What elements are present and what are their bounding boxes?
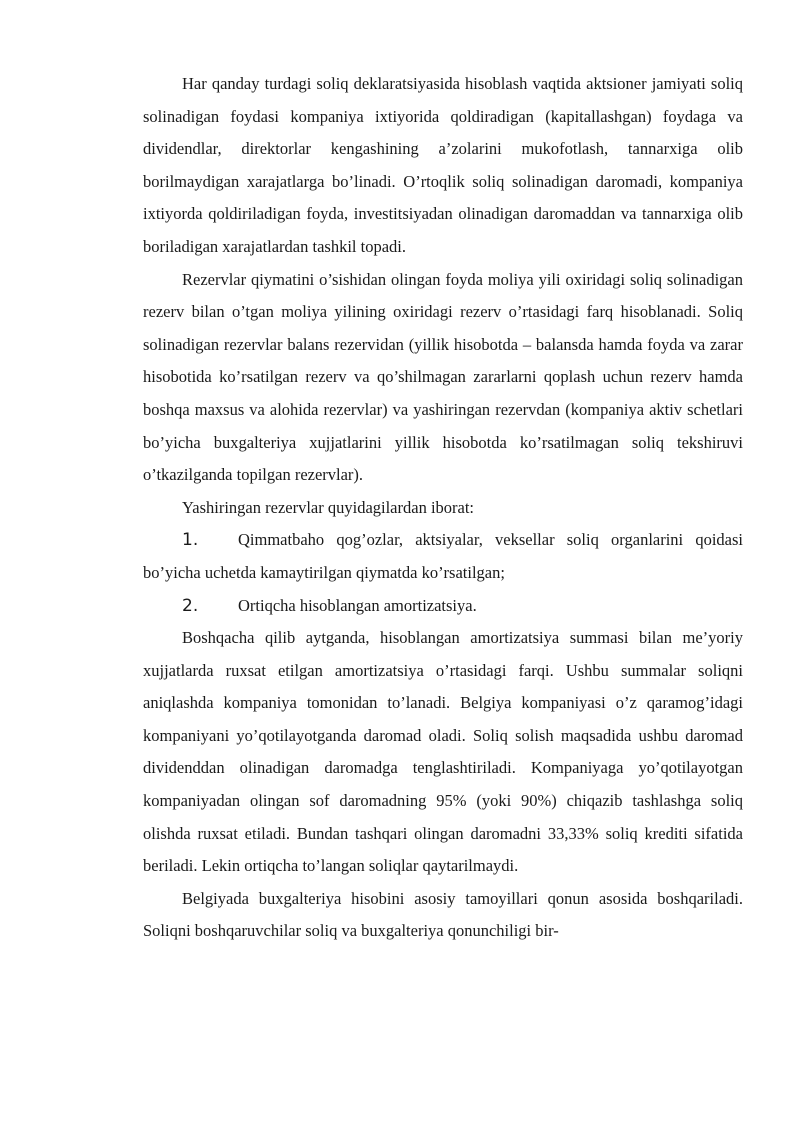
list-item-text: Qimmatbaho qog’ozlar, aktsiyalar, veksellar soliq organlarini qoidasi bo’yicha uchetda kamaytirilgan qiymatda ko’rsatilgan; <box>143 530 743 582</box>
list-item <box>143 590 743 623</box>
list-item <box>143 524 743 589</box>
list-item-number: 2. <box>182 595 199 616</box>
paragraph: Boshqacha qilib aytganda, hisoblangan amortizatsiya summasi bilan me’yoriy xujjatlarda ruxsat etilgan amortizatsiya o’rtasidagi farqi. Ushbu summalar soliqni aniqlashda kompaniya tomonidan to’lanadi. Belgiya kompaniyasi o’z qaramog’idagi kompaniyani yo’qotilayotganda daromad oladi. Soliq solish maqsadida ushbu daromad dividenddan olinadigan daromadga tenglashtiriladi. Kompaniyaga yo’qotilayotgan kompaniyadan olingan sof daromadning 95% (yoki 90%) chiqazib tashlashga soliq olishda ruxsat etiladi. Bundan tashqari olingan daromadni 33,33% soliq krediti sifatida beriladi. Lekin ortiqcha to’langan soliqlar qaytarilmaydi. <box>143 628 743 876</box>
paragraph: Rezervlar qiymatini o’sishidan olingan foyda moliya yili oxiridagi soliq solinadigan rezerv bilan o’tgan moliya yilining oxiridagi rezerv o’rtasidagi farq hisoblanadi. Soliq solinadigan rezervlar balans rezervidan (yillik hisobotda – balansda hamda foyda va zarar hisobotida ko’rsatilgan rezerv va qo’shilmagan zararlarni qoplash uchun rezerv hamda boshqa maxsus va alohida rezervlar) va yashiringan rezervdan (kompaniya aktiv schetlari bo’yicha buxgalteriya xujjatlarini yillik hisobotda ko’rsatilmagan soliq tekshiruvi o’tkazilganda topilgan rezervlar). <box>143 269 743 485</box>
list-item-number: 1. <box>182 530 199 551</box>
paragraph: Belgiyada buxgalteriya hisobini asosiy tamoyillari qonun asosida boshqariladi. Soliqni boshqaruvchilar soliq va buxgalteriya qonunchiligi bir- <box>143 888 743 941</box>
paragraph: Har qanday turdagi soliq deklaratsiyasida hisoblash vaqtida aktsioner jamiyati soliq solinadigan foydasi kompaniya ixtiyorida qoldiradigan (kapitallashgan) foydaga va dividendlar, direktorlar kengashining a’zolarini mukofotlash, tannarxiga olib borilmaydigan xarajatlarga bo’linadi. O’rtoqlik soliq solinadigan daromadi, kompaniya ixtiyorda qoldiriladigan foyda, investitsiyadan olinadigan daromaddan va tannarxiga olib boriladigan xarajatlardan tashkil topadi. <box>143 74 743 256</box>
document-page <box>143 68 743 948</box>
paragraph: Yashiringan rezervlar quyidagilardan iborat: <box>182 497 475 517</box>
list-item-text: Ortiqcha hisoblangan amortizatsiya. <box>238 595 477 615</box>
